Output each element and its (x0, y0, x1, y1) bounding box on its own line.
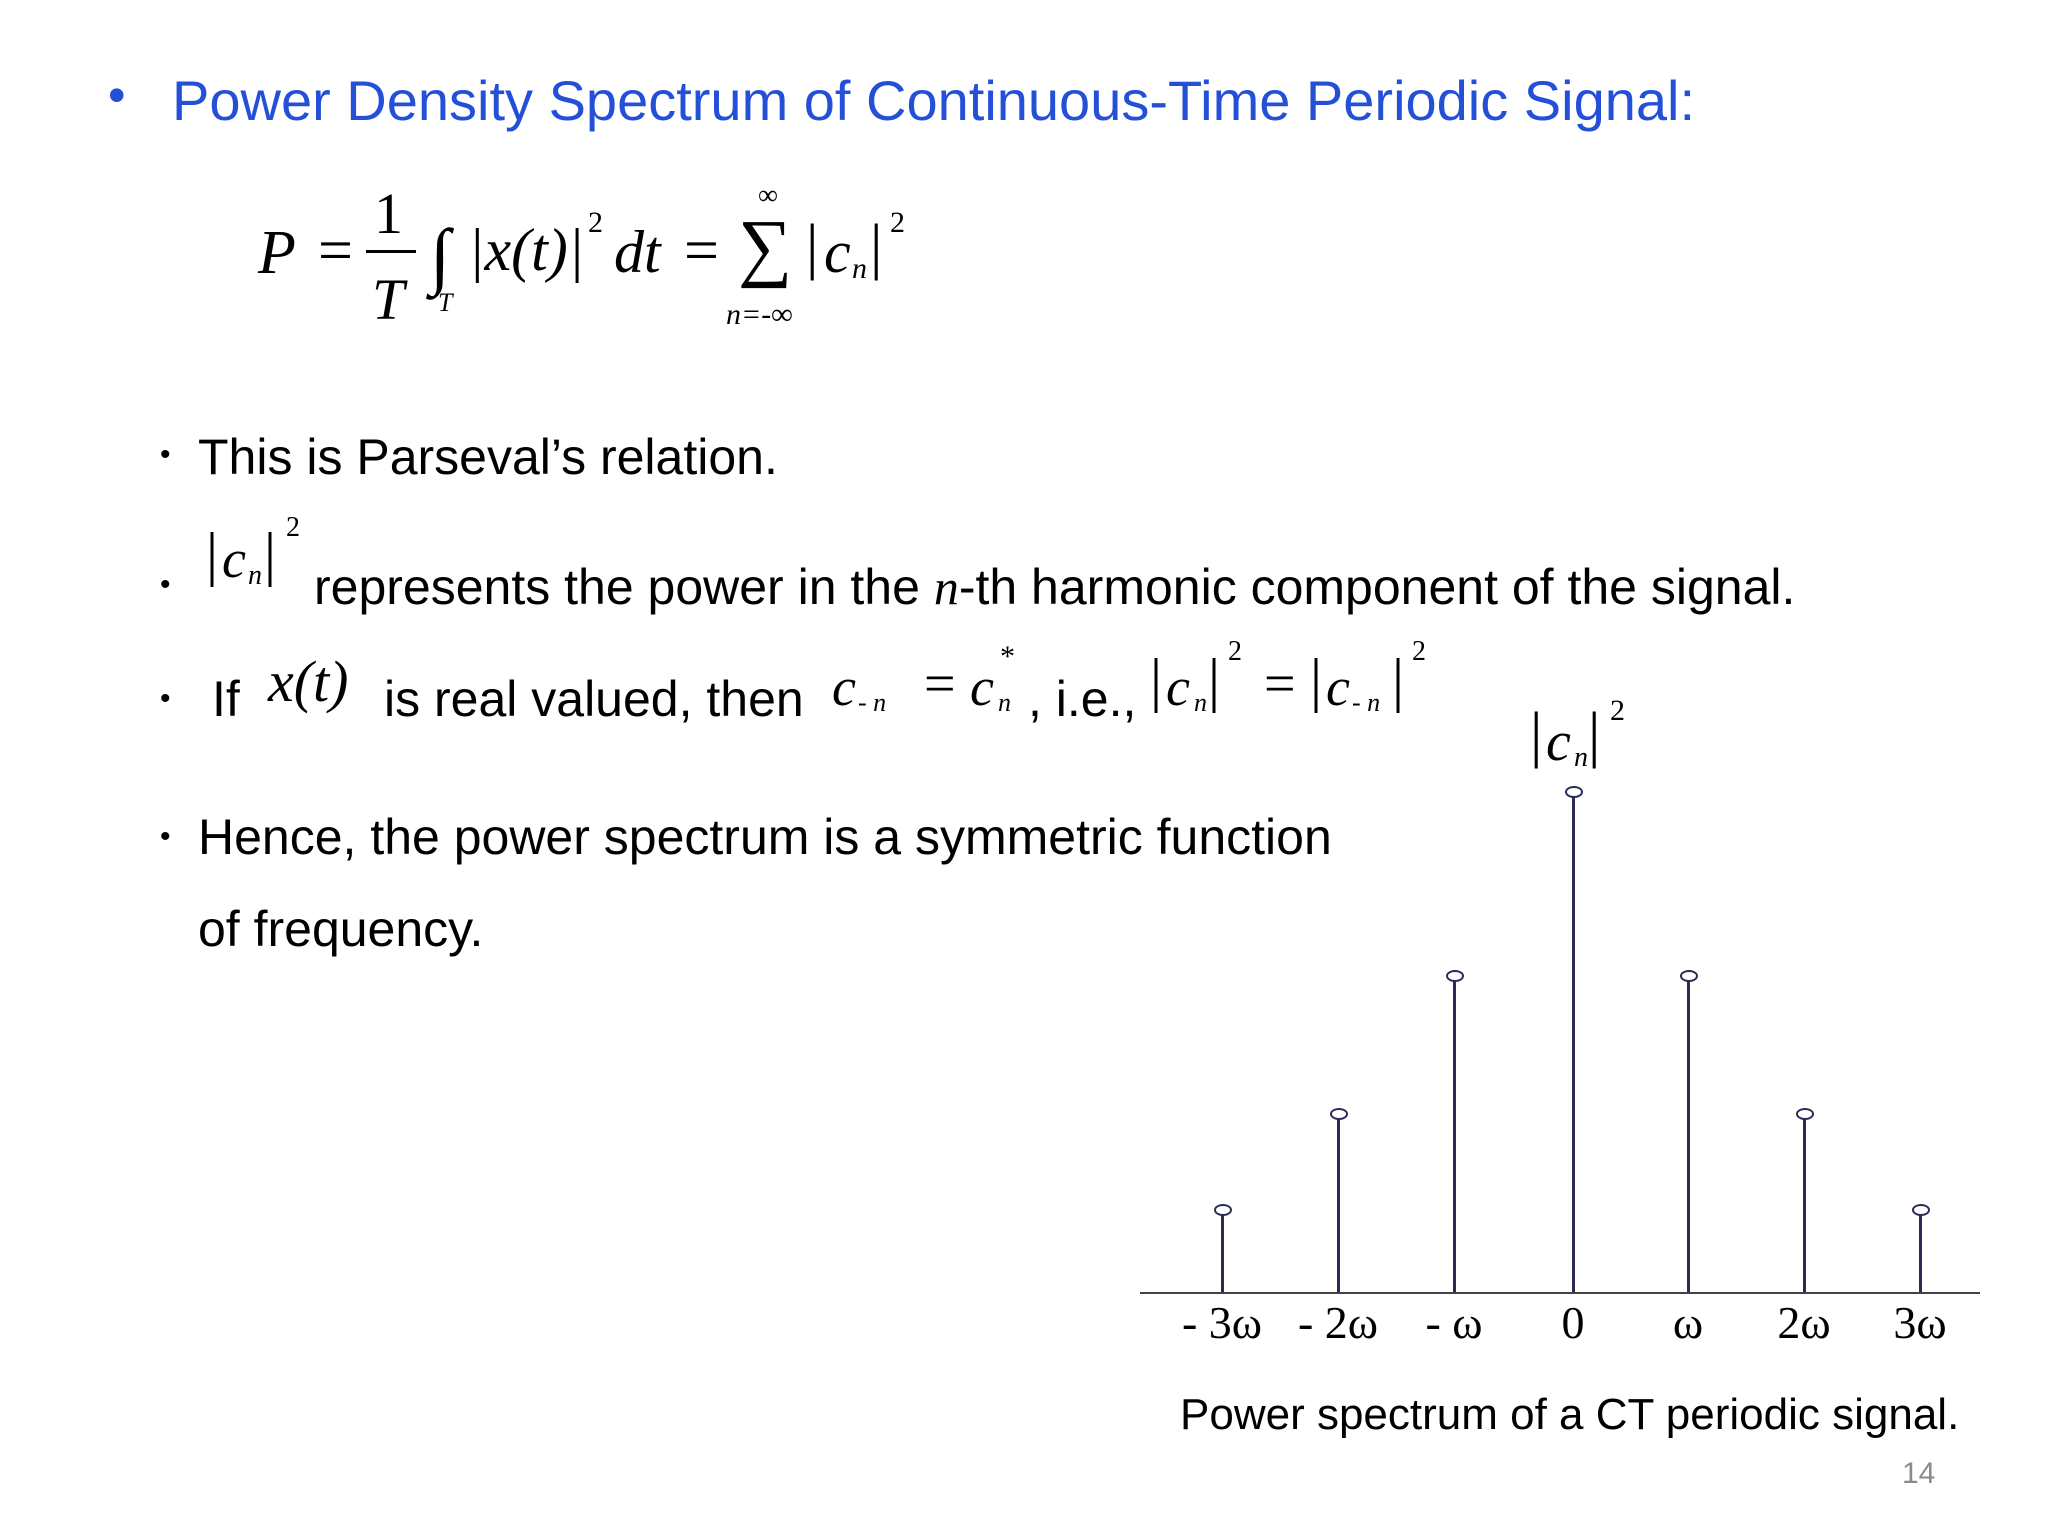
eq-cn-sub: n (852, 252, 867, 285)
bullet-symmetric-line2: of frequency. (198, 901, 484, 957)
abs-bar-left: | (1310, 647, 1323, 713)
ylabel-exp: 2 (1610, 694, 1625, 727)
stem-line (1803, 1114, 1806, 1293)
cn-letter: c (222, 529, 246, 589)
bullet-dot: • (160, 682, 171, 715)
abs-bar-right: | (870, 213, 883, 281)
abs-bar-left: | (806, 213, 819, 281)
eq-integrand: |x(t)| (468, 217, 585, 283)
stem-line (1221, 1210, 1224, 1292)
title-bullet: • (108, 67, 126, 123)
c-n-sub: n (998, 688, 1011, 717)
abs-bar-right: | (264, 521, 277, 587)
bullet-harmonic-power (314, 558, 1795, 616)
b2-text: represents the power in the (314, 559, 934, 615)
cn-squared (206, 512, 316, 610)
frac-line (366, 250, 416, 253)
eq-exp-1: 2 (588, 206, 603, 239)
eq-lhs: P (258, 219, 296, 287)
eq-exp-2: 2 (890, 206, 905, 239)
b3-if: If (212, 671, 240, 727)
c-minus-n-2: c (1326, 657, 1350, 717)
stem-marker (1330, 1108, 1348, 1120)
integral-sign: ∫ (430, 215, 451, 297)
abs-bar-right: | (1392, 647, 1405, 713)
x-tick-label: - 3ω (1181, 1297, 1263, 1348)
rel-equals-2: = (1264, 653, 1296, 715)
stem-marker (1446, 970, 1464, 982)
x-tick-label: - ω (1425, 1297, 1483, 1348)
sum-sign: ∑ (738, 205, 793, 289)
eq-equals-1: = (318, 217, 353, 285)
stem-marker (1912, 1204, 1930, 1216)
ylabel-n: n (1574, 742, 1588, 773)
exp-a: 2 (1228, 636, 1242, 667)
c-n: c (970, 657, 994, 717)
y-axis-label (1530, 694, 1650, 800)
stem-line (1572, 792, 1575, 1292)
integral-sub: T (438, 288, 453, 317)
abs-bar-left: | (206, 521, 219, 587)
stem-marker (1214, 1204, 1232, 1216)
stem-line (1453, 976, 1456, 1292)
slide-title: Power Density Spectrum of Continuous-Time Periodic Signal: (172, 69, 1696, 132)
bullet-dot: • (160, 568, 171, 601)
sum-top: ∞ (758, 180, 778, 211)
sub-minus-n-2: - n (1352, 688, 1381, 717)
stem-line (1919, 1210, 1922, 1292)
x-tick-label: 3ω (1893, 1297, 1947, 1348)
x-axis-line (1140, 1292, 1980, 1294)
x-tick-label: 0 (1561, 1297, 1585, 1348)
eq-equals-2: = (684, 217, 719, 285)
power-spectrum-chart (1140, 694, 1980, 1360)
sub-minus-n: - n (858, 688, 887, 717)
bullet-dot: • (160, 820, 171, 853)
x-tick-label: - 2ω (1297, 1297, 1379, 1348)
parseval-equation (258, 180, 918, 350)
b3-ie: , i.e., (1028, 671, 1137, 727)
abs-bar-right: | (1588, 701, 1601, 769)
x-tick-label: 2ω (1777, 1297, 1831, 1348)
eq-frac-den: T (372, 267, 405, 332)
ylabel-c: c (1546, 711, 1571, 773)
stem-line (1337, 1114, 1340, 1293)
cn2: c (1166, 657, 1190, 717)
b3-mid: is real valued, then (384, 671, 804, 727)
abs-bar-right: | (1208, 647, 1221, 713)
page-number: 14 (1902, 1457, 1936, 1490)
c-minus-n: c (832, 657, 856, 717)
eq-dt: dt (614, 219, 661, 285)
cn-exp: 2 (286, 512, 300, 543)
rel-equals: = (924, 653, 956, 715)
abs-bar-left: | (1150, 647, 1163, 713)
stem-marker (1680, 970, 1698, 982)
sum-bottom: n=-∞ (726, 298, 793, 331)
abs-bar-left: | (1530, 701, 1543, 769)
bullet-dot: • (160, 438, 171, 471)
b2-n: n (933, 559, 959, 615)
bullet-symmetric-line1: Hence, the power spectrum is a symmetric function (198, 809, 1332, 865)
eq-frac-num: 1 (374, 181, 403, 246)
bullet-parseval: This is Parseval’s relation. (198, 429, 778, 485)
exp-b: 2 (1412, 636, 1426, 667)
eq-cn: c (824, 219, 851, 285)
x-tick-label: ω (1672, 1297, 1704, 1348)
stem-line (1687, 976, 1690, 1292)
stem-marker (1796, 1108, 1814, 1120)
cn-sub: n (248, 560, 262, 591)
b3-xt: x(t) (268, 649, 349, 714)
b2-tail: -th harmonic component of the signal. (958, 559, 1796, 615)
cn2-sub: n (1194, 688, 1207, 717)
star: * (1000, 640, 1015, 673)
chart-caption: Power spectrum of a CT periodic signal. (1180, 1390, 1960, 1439)
